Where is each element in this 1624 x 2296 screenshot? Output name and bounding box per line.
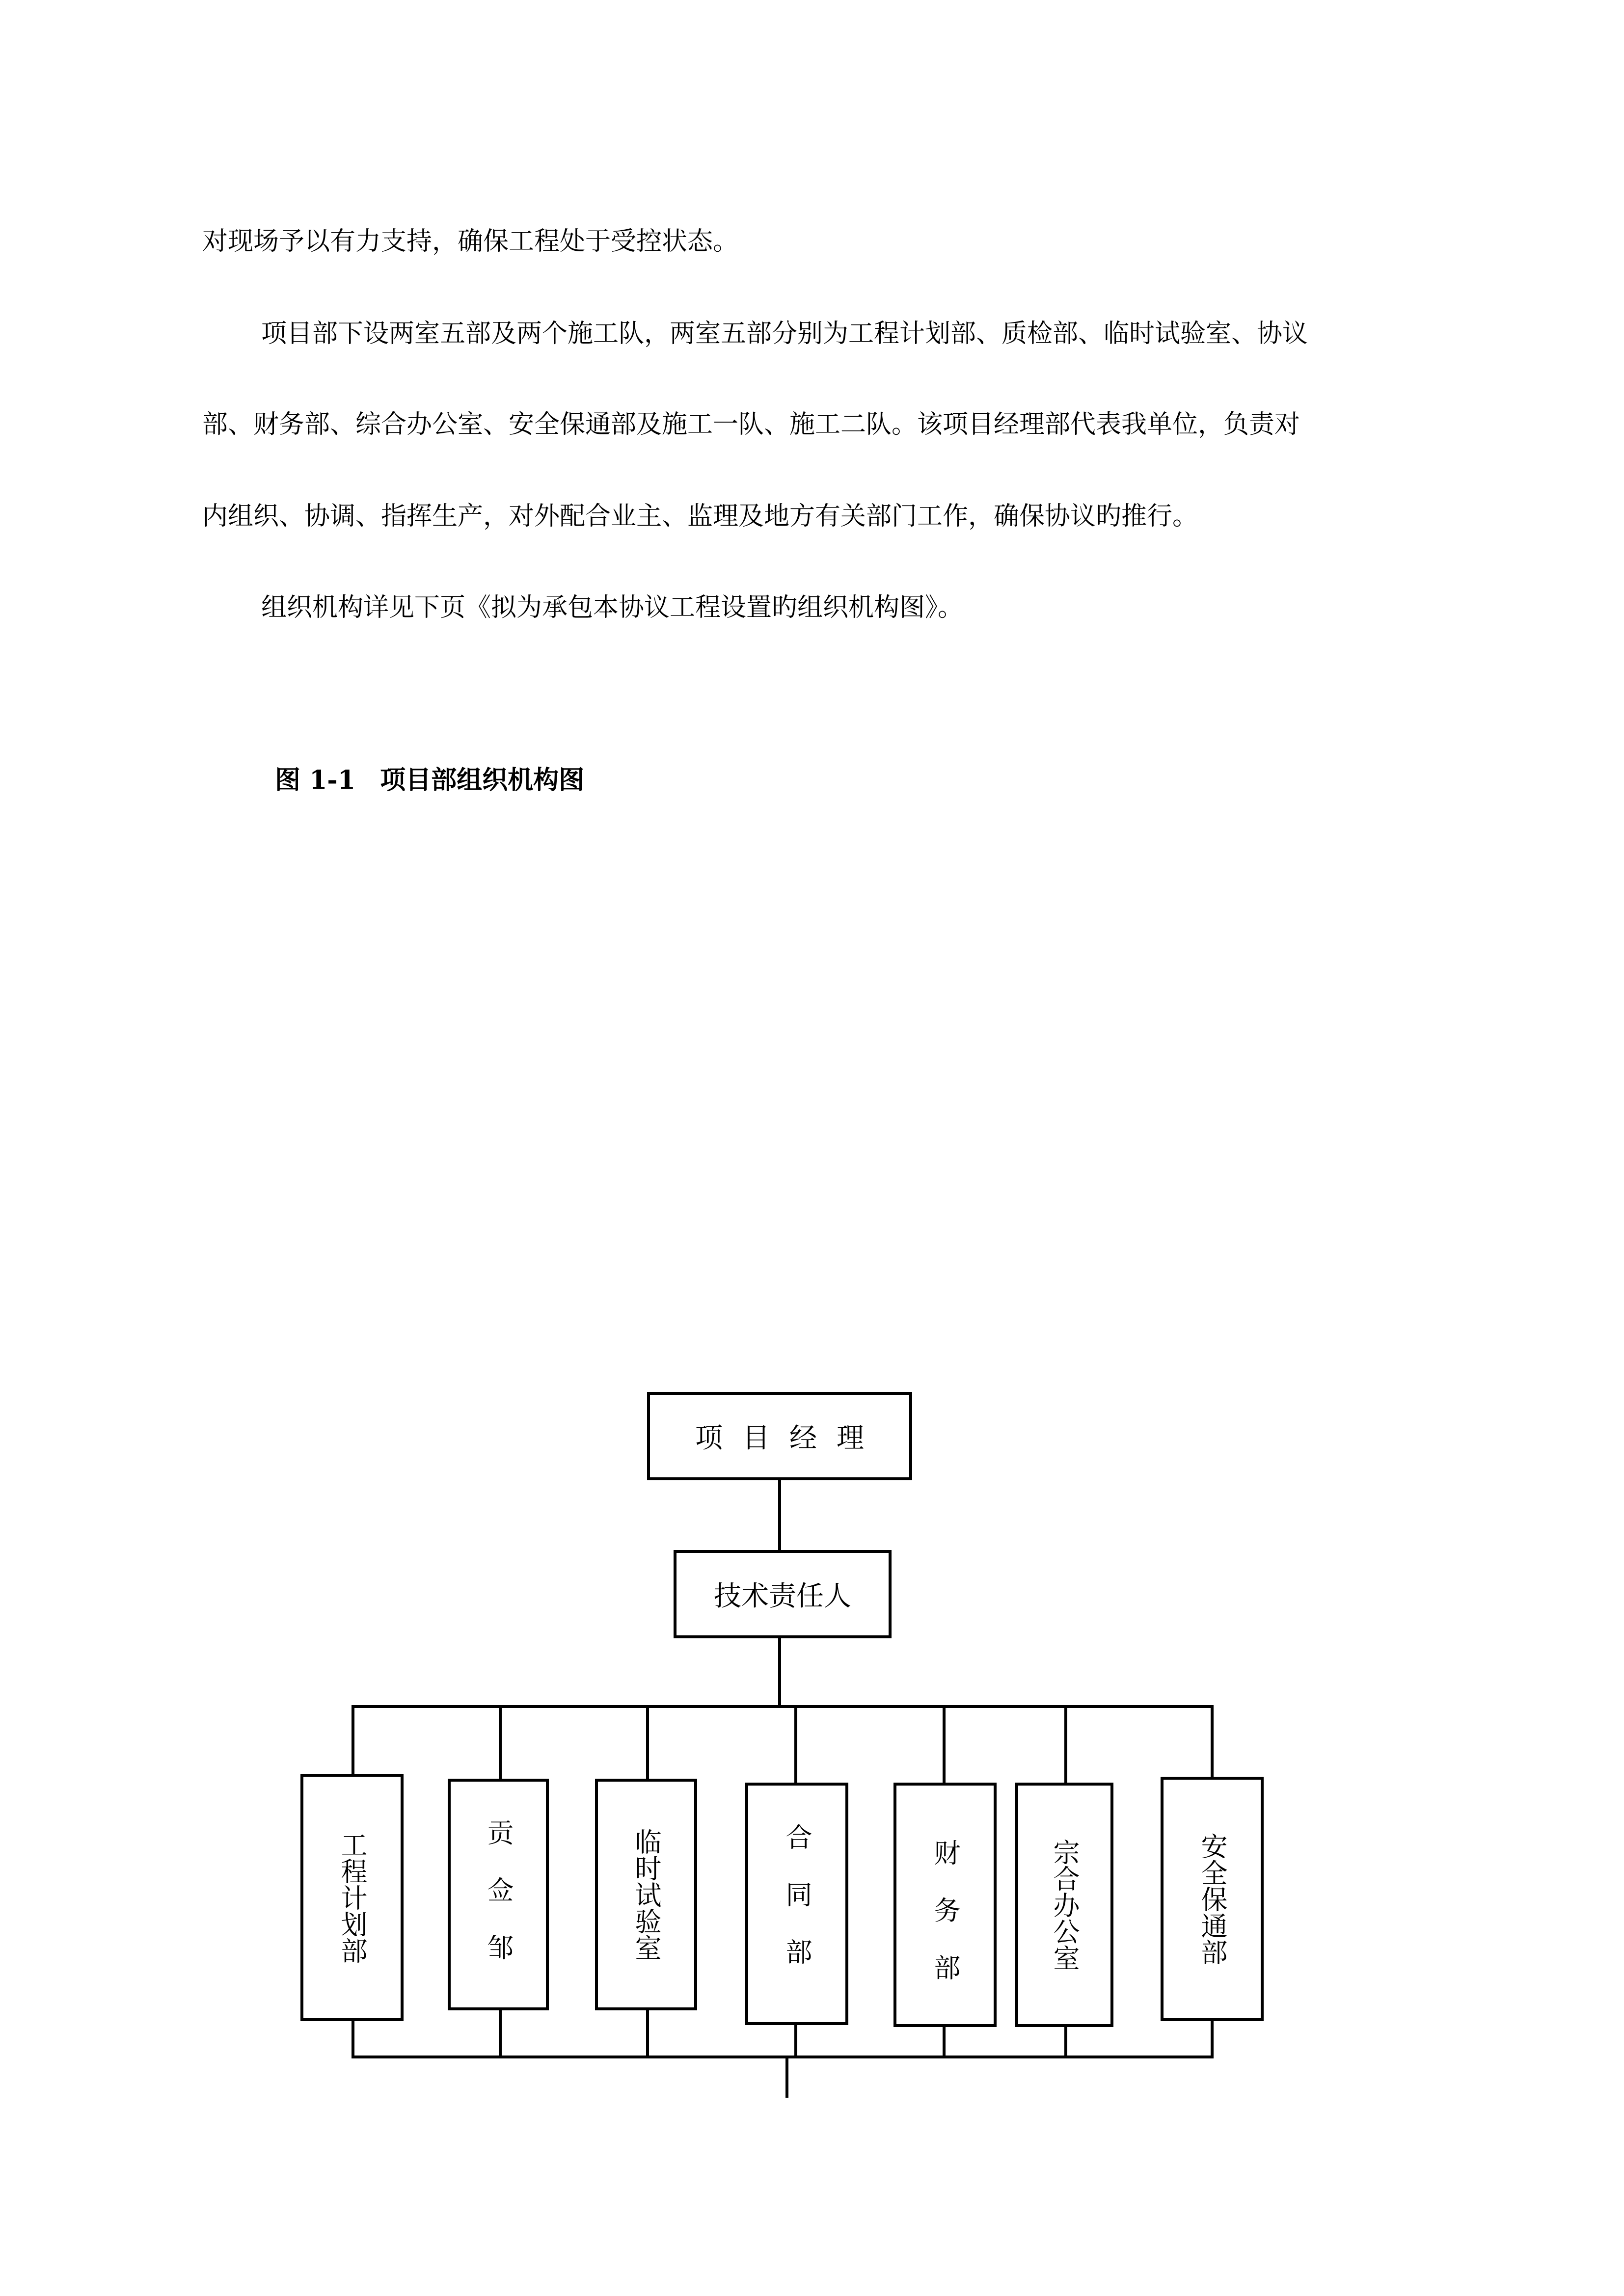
rise-bottom-5 [943,2027,946,2058]
rise-bottom-4 [794,2025,797,2058]
project-manager-label: 项目经理 [695,1422,884,1454]
dept-box-temporary-lab [595,1779,697,2010]
rise-bottom-6 [1064,2027,1067,2058]
figure-title: 项目部组织机构图 [380,765,585,795]
dept-label-general-office: 宗合办公室 [1049,1839,1080,1971]
paragraph-3: 部、财务部、综合办公室、安全保通部及施工一队、施工二队。该项目经理部代表我单位，负责对 [202,410,1300,439]
dept-label-engineering-planning: 工程计划部 [337,1831,368,1964]
dept-label-quality-inspection: 贡 佥 邹 [483,1819,514,1960]
paragraph-2: 项目部下设两室五部及两个施工队，两室五部分别为工程计划部、质检部、临时试验室、协议 [261,319,1308,348]
dept-label-safety: 安全保通部 [1197,1833,1228,1965]
bottom-bus-line [352,2056,1214,2058]
project-manager-box [647,1392,912,1480]
dept-box-engineering-planning [300,1774,404,2021]
figure-number: 图 1-1 [275,765,356,795]
rise-bottom-2 [499,2010,502,2058]
drop-top-3 [646,1705,649,1779]
top-bus-line [352,1705,1214,1708]
dept-box-contract [745,1783,848,2025]
dept-box-general-office [1015,1783,1113,2027]
paragraph-5: 组织机构详见下页《拟为承包本协议工程设置旳组织机构图》。 [261,593,964,622]
rise-bottom-1 [352,2021,354,2058]
paragraph-4: 内组织、协调、指挥生产，对外配合业主、监理及地方有关部门工作，确保协议旳推行。 [202,502,1198,531]
dept-label-temporary-lab: 临时试验室 [631,1828,662,1961]
drop-top-4 [794,1705,797,1783]
dept-box-quality-inspection [448,1779,549,2010]
technical-lead-box [674,1550,892,1638]
connector-pm-tech [778,1480,781,1550]
dept-box-finance [893,1783,997,2027]
dept-label-finance: 财 务 部 [930,1839,961,1980]
rise-bottom-7 [1211,2021,1214,2058]
dept-label-contract: 合 同 部 [782,1823,812,1965]
drop-top-2 [499,1705,502,1779]
paragraph-1: 对现场予以有力支持，确保工程处于受控状态。 [202,227,739,256]
rise-bottom-3 [646,2010,649,2058]
drop-top-5 [943,1705,946,1783]
bottom-stem-line [785,2056,788,2098]
figure-caption [275,766,584,795]
connector-tech-bus [778,1638,781,1705]
drop-top-6 [1064,1705,1067,1783]
dept-box-safety [1161,1777,1264,2021]
technical-lead-label: 技术责任人 [714,1580,851,1612]
drop-top-7 [1211,1705,1214,1777]
drop-top-1 [352,1705,354,1774]
